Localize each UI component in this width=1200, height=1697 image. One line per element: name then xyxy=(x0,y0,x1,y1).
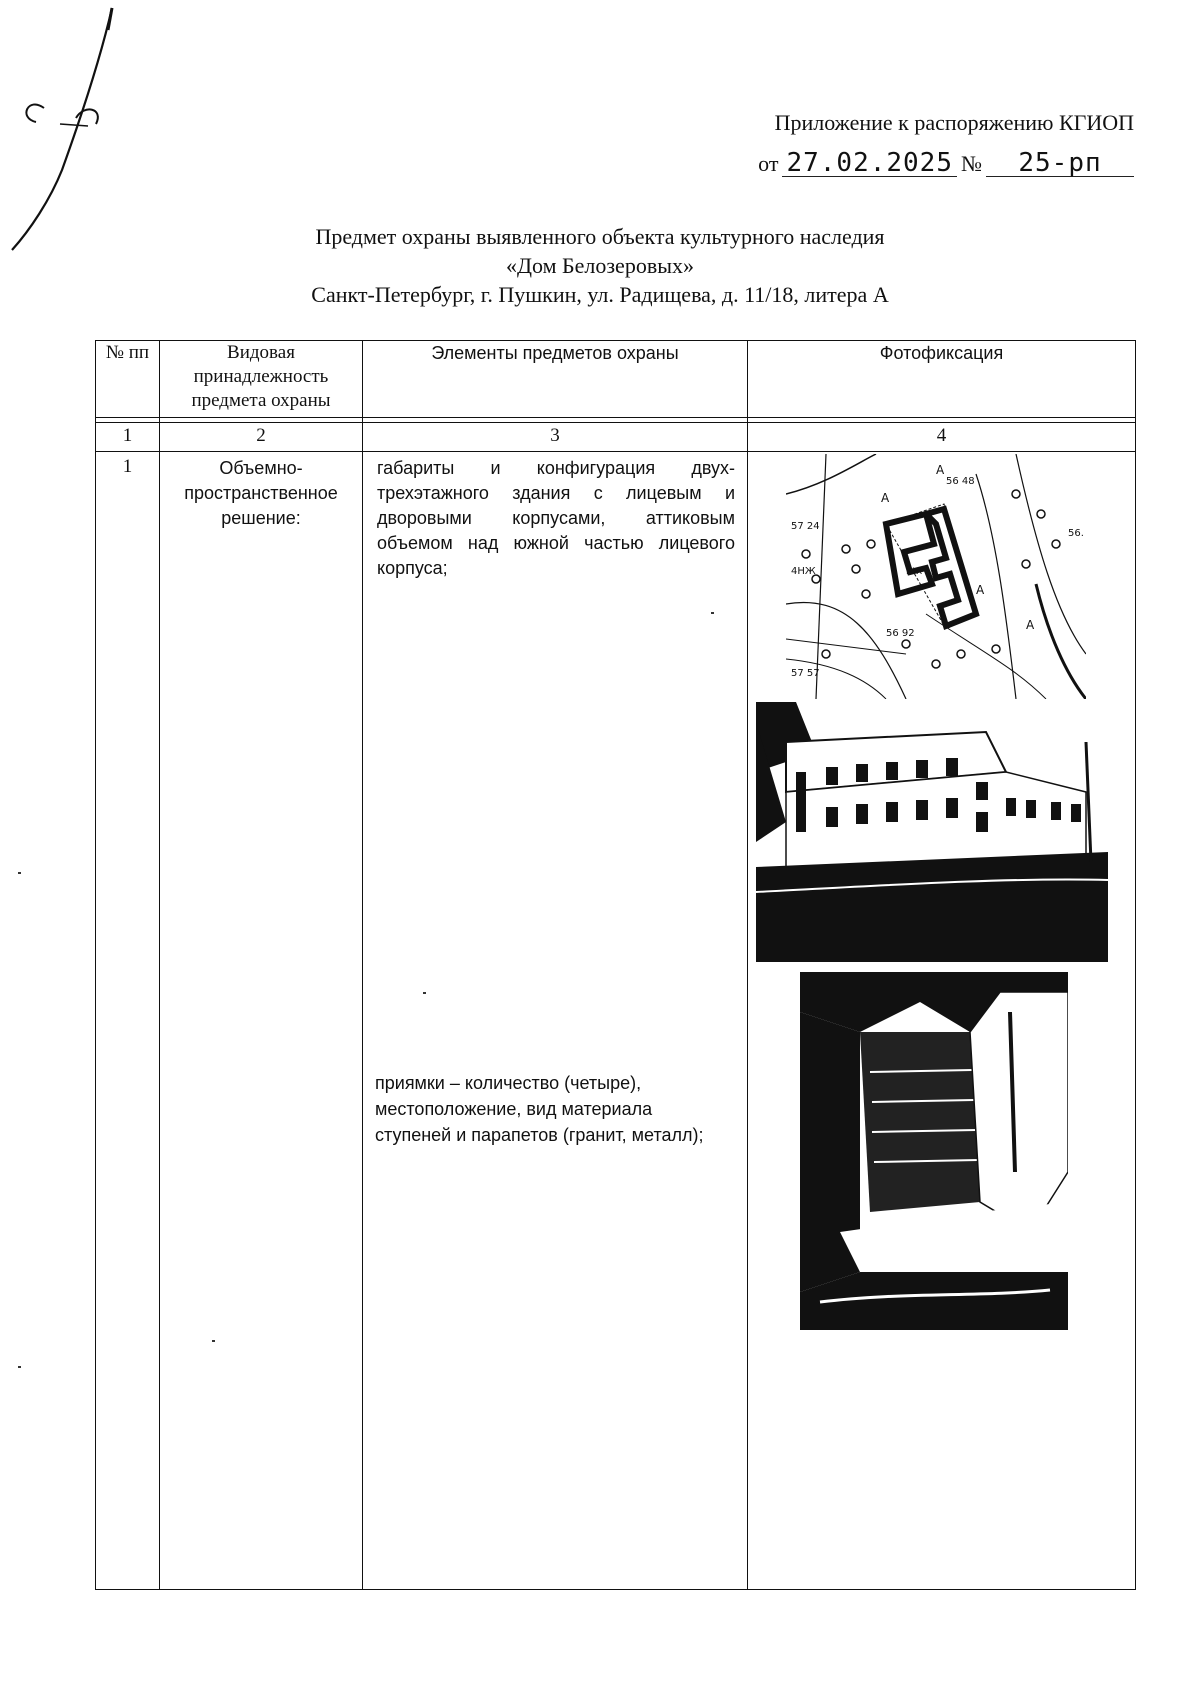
header-number: № пп xyxy=(96,341,160,418)
header-photo: Фотофиксация xyxy=(748,341,1136,418)
plan-label: А xyxy=(976,583,985,597)
plan-label: 56 92 xyxy=(886,628,915,639)
row-kind: Объемно-пространственное решение: xyxy=(160,452,363,1590)
scan-speck xyxy=(423,992,426,994)
table-header-row xyxy=(96,341,1136,418)
order-dateline xyxy=(758,150,1134,177)
scan-speck xyxy=(18,1366,21,1368)
order-number: 25-рп xyxy=(986,150,1134,177)
plan-label: 4НЖ xyxy=(791,566,816,577)
plan-label: 57 24 xyxy=(791,521,820,532)
plan-label: А xyxy=(1026,618,1035,632)
plan-label: 56. xyxy=(1068,528,1084,539)
signature-mark xyxy=(0,0,120,260)
protection-table xyxy=(95,340,1136,1590)
row-photos xyxy=(748,452,1136,1590)
plan-label: 57 57 xyxy=(791,668,820,679)
column-number: 3 xyxy=(363,423,748,452)
column-number-row xyxy=(96,423,1136,452)
header-elements: Элементы предметов охраны xyxy=(363,341,748,418)
row-elements xyxy=(363,452,748,1590)
plan-label: 56 48 xyxy=(946,476,975,487)
date-prefix: от xyxy=(758,151,779,176)
plan-label: А xyxy=(881,491,890,505)
header-kind: Видовая принадлежность предмета охраны xyxy=(160,341,363,418)
scan-speck xyxy=(212,1340,215,1342)
title-line-3: Санкт-Петербург, г. Пушкин, ул. Радищева, д. 11/18, литера А xyxy=(311,282,889,307)
column-number: 1 xyxy=(96,423,160,452)
plan-label: КЖ xyxy=(906,567,923,577)
site-plan-image xyxy=(786,454,1086,699)
facade-photo xyxy=(756,702,1108,962)
column-number: 2 xyxy=(160,423,363,452)
element-dimensions: габариты и конфигурация двух-трехэтажного здания с лицевым и дворовыми корпусами, аттиковым объемом над южной частью лицевого корпуса; xyxy=(377,458,735,578)
document-title xyxy=(0,222,1200,309)
column-number: 4 xyxy=(748,423,1136,452)
table-row xyxy=(96,452,1136,1590)
title-line-2: «Дом Белозеровых» xyxy=(505,253,694,278)
number-sign: № xyxy=(961,151,982,176)
scan-speck xyxy=(18,872,21,874)
title-line-1: Предмет охраны выявленного объекта культурного наследия xyxy=(315,224,885,249)
scan-speck xyxy=(711,612,714,614)
element-pits: приямки – количество (четыре), местоположение, вид материала ступеней и парапетов (гранит, металл); xyxy=(375,1073,704,1145)
pit-steps-photo xyxy=(800,972,1068,1330)
appendix-caption: Приложение к распоряжению КГИОП xyxy=(774,110,1134,135)
plan-label: А xyxy=(936,463,945,477)
row-number: 1 xyxy=(96,452,160,1590)
order-date: 27.02.2025 xyxy=(782,150,957,177)
